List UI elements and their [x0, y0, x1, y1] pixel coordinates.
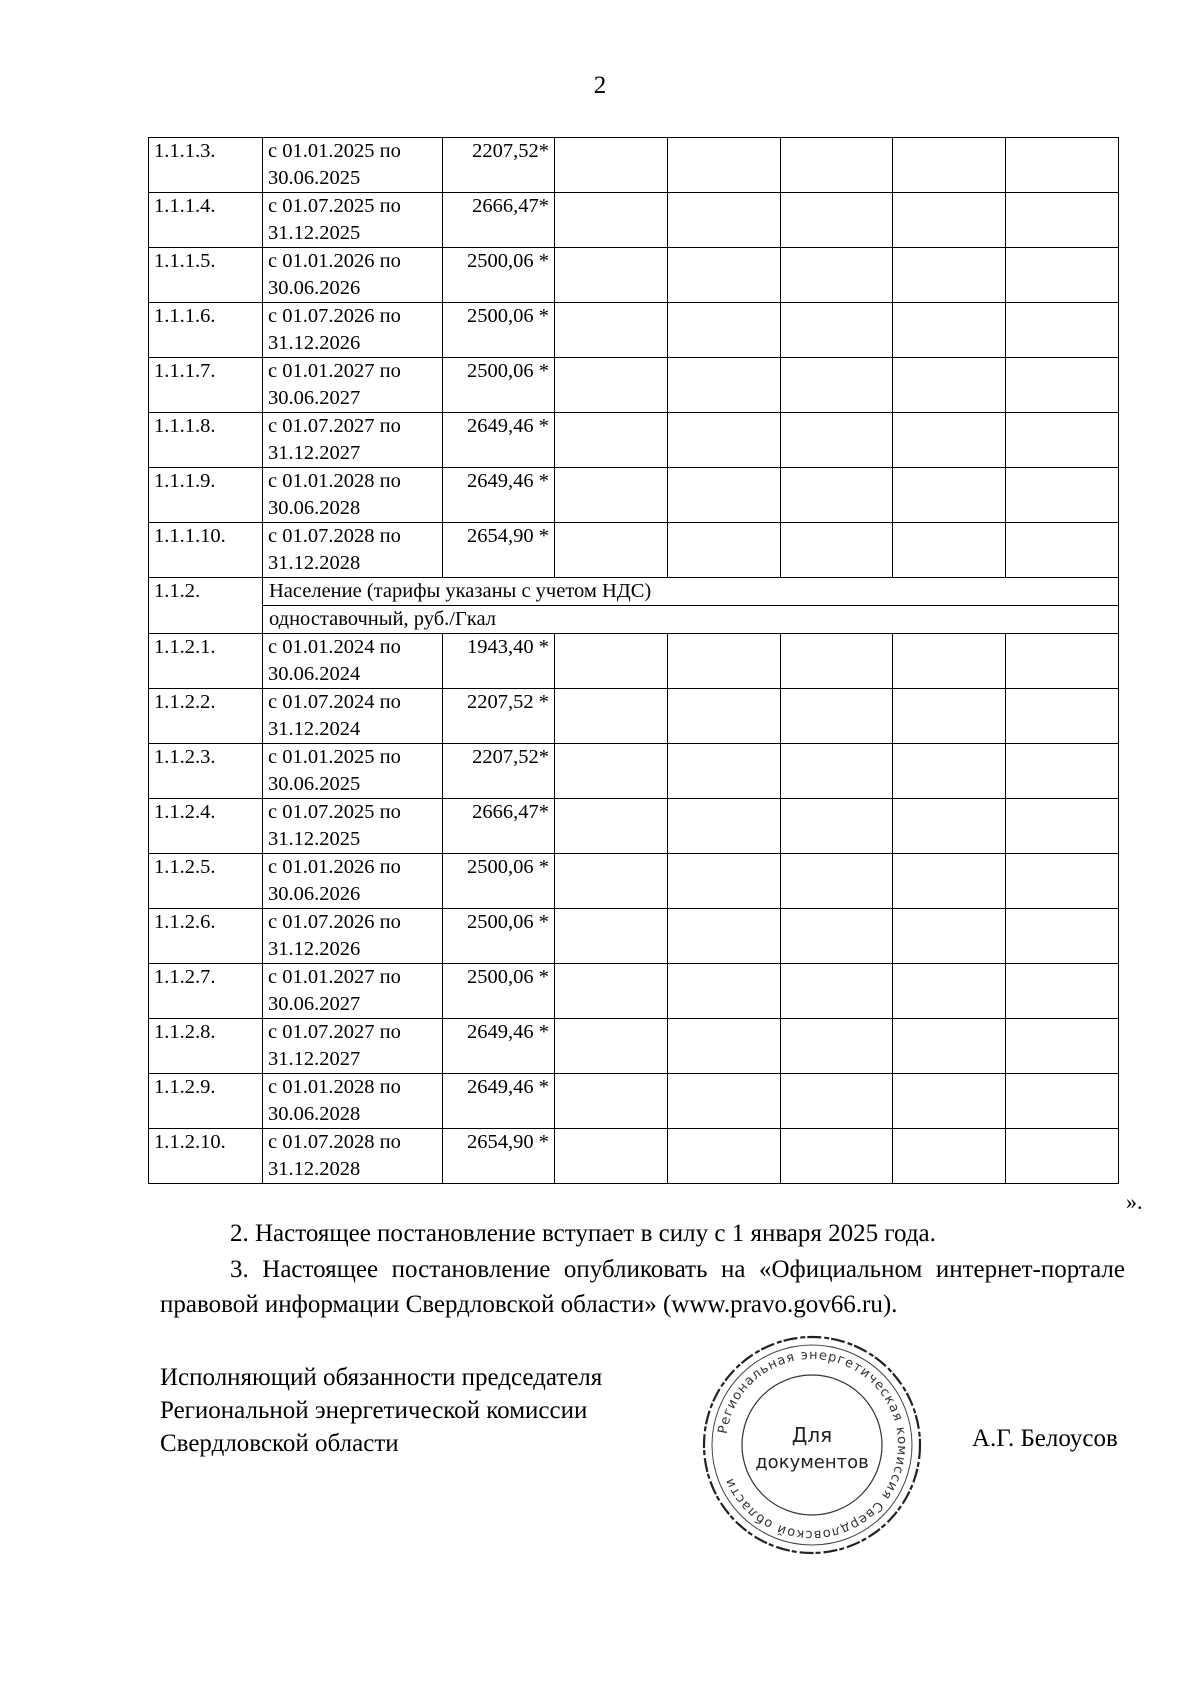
period-from: с 01.01.2027 по [268, 966, 401, 988]
row-number: 1.1.2.7. [149, 964, 263, 1019]
empty-cell [667, 358, 780, 413]
period-to: 31.12.2026 [268, 938, 361, 960]
period-from: с 01.07.2025 по [268, 801, 401, 823]
row-price: 1943,40 * [443, 634, 555, 689]
row-number: 1.1.2.1. [149, 634, 263, 689]
table-row [149, 303, 1119, 358]
period-from: с 01.07.2026 по [268, 305, 401, 327]
row-period [263, 689, 443, 744]
table-row [149, 1074, 1119, 1129]
group-subtitle-row [149, 606, 1119, 634]
empty-cell [555, 358, 668, 413]
empty-cell [667, 909, 780, 964]
empty-cell [667, 248, 780, 303]
row-price: 2500,06 * [443, 303, 555, 358]
empty-cell [893, 634, 1006, 689]
empty-cell [1006, 138, 1119, 193]
table-row [149, 138, 1119, 193]
table-row [149, 1019, 1119, 1074]
period-from: с 01.01.2025 по [268, 746, 401, 768]
row-period [263, 964, 443, 1019]
row-price: 2500,06 * [443, 248, 555, 303]
empty-cell [893, 303, 1006, 358]
signatory-line-1: Исполняющий обязанности председателя [160, 1364, 603, 1391]
stamp-center-line-2: документов [755, 1452, 869, 1473]
row-number: 1.1.1.4. [149, 193, 263, 248]
empty-cell [1006, 854, 1119, 909]
row-number: 1.1.2.3. [149, 744, 263, 799]
empty-cell [1006, 303, 1119, 358]
empty-cell [780, 854, 893, 909]
empty-cell [555, 303, 668, 358]
row-price: 2649,46 * [443, 468, 555, 523]
row-number: 1.1.1.6. [149, 303, 263, 358]
empty-cell [1006, 468, 1119, 523]
table-body-after [149, 634, 1119, 1184]
empty-cell [667, 634, 780, 689]
row-price: 2500,06 * [443, 358, 555, 413]
period-to: 30.06.2026 [268, 883, 361, 905]
table-row [149, 689, 1119, 744]
empty-cell [780, 744, 893, 799]
empty-cell [780, 1019, 893, 1074]
empty-cell [780, 193, 893, 248]
row-period [263, 799, 443, 854]
signatory-line-3: Свердловской области [160, 1430, 399, 1457]
period-to: 30.06.2025 [268, 773, 361, 795]
empty-cell [780, 1074, 893, 1129]
stamp-center-line-1: Для [791, 1423, 833, 1447]
empty-cell [780, 468, 893, 523]
period-to: 30.06.2024 [268, 663, 361, 685]
empty-cell [780, 413, 893, 468]
row-period [263, 909, 443, 964]
row-period [263, 413, 443, 468]
period-to: 30.06.2027 [268, 993, 361, 1015]
row-price: 2500,06 * [443, 854, 555, 909]
row-price: 2666,47* [443, 193, 555, 248]
period-to: 30.06.2028 [268, 497, 361, 519]
period-from: с 01.01.2026 по [268, 250, 401, 272]
table-row [149, 909, 1119, 964]
row-number: 1.1.2.8. [149, 1019, 263, 1074]
empty-cell [555, 1019, 668, 1074]
empty-cell [555, 193, 668, 248]
closing-quote: ». [1126, 1189, 1143, 1214]
empty-cell [555, 854, 668, 909]
empty-cell [893, 138, 1006, 193]
empty-cell [667, 1129, 780, 1184]
row-period [263, 248, 443, 303]
empty-cell [1006, 1129, 1119, 1184]
row-number: 1.1.1.10. [149, 523, 263, 578]
empty-cell [893, 523, 1006, 578]
row-number: 1.1.2.9. [149, 1074, 263, 1129]
empty-cell [555, 689, 668, 744]
row-price: 2654,90 * [443, 1129, 555, 1184]
empty-cell [667, 468, 780, 523]
row-price: 2649,46 * [443, 413, 555, 468]
empty-cell [1006, 358, 1119, 413]
empty-cell [780, 523, 893, 578]
empty-cell [555, 1074, 668, 1129]
row-number: 1.1.1.7. [149, 358, 263, 413]
row-period [263, 1074, 443, 1129]
row-price: 2649,46 * [443, 1019, 555, 1074]
empty-cell [555, 138, 668, 193]
table-row [149, 854, 1119, 909]
row-period [263, 634, 443, 689]
period-to: 31.12.2026 [268, 332, 361, 354]
empty-cell [1006, 1019, 1119, 1074]
row-price: 2649,46 * [443, 1074, 555, 1129]
table-row [149, 193, 1119, 248]
period-from: с 01.01.2028 по [268, 1076, 401, 1098]
row-price: 2500,06 * [443, 909, 555, 964]
period-from: с 01.07.2025 по [268, 195, 401, 217]
page-number: 2 [593, 72, 607, 99]
period-from: с 01.07.2027 по [268, 415, 401, 437]
empty-cell [555, 248, 668, 303]
row-period [263, 138, 443, 193]
table-row [149, 799, 1119, 854]
empty-cell [555, 523, 668, 578]
empty-cell [667, 799, 780, 854]
table-row [149, 523, 1119, 578]
empty-cell [555, 744, 668, 799]
period-from: с 01.07.2027 по [268, 1021, 401, 1043]
empty-cell [893, 799, 1006, 854]
period-to: 30.06.2025 [268, 167, 361, 189]
row-period [263, 358, 443, 413]
empty-cell [893, 909, 1006, 964]
empty-cell [667, 964, 780, 1019]
row-price: 2207,52* [443, 744, 555, 799]
empty-cell [780, 689, 893, 744]
signatory-title [160, 1361, 602, 1460]
table-group [149, 578, 1119, 634]
period-to: 31.12.2028 [268, 552, 361, 574]
empty-cell [555, 1129, 668, 1184]
empty-cell [1006, 523, 1119, 578]
period-to: 31.12.2027 [268, 1048, 361, 1070]
row-price: 2500,06 * [443, 964, 555, 1019]
empty-cell [780, 1129, 893, 1184]
row-period [263, 193, 443, 248]
signatory-line-2: Региональной энергетической комиссии [160, 1397, 588, 1424]
row-number: 1.1.1.5. [149, 248, 263, 303]
row-number: 1.1.2.6. [149, 909, 263, 964]
row-period [263, 1019, 443, 1074]
row-period [263, 468, 443, 523]
empty-cell [780, 358, 893, 413]
empty-cell [555, 413, 668, 468]
empty-cell [1006, 1074, 1119, 1129]
empty-cell [667, 523, 780, 578]
row-number: 1.1.2.5. [149, 854, 263, 909]
row-price: 2207,52 * [443, 689, 555, 744]
row-period [263, 854, 443, 909]
period-from: с 01.07.2028 по [268, 1131, 401, 1153]
empty-cell [1006, 909, 1119, 964]
empty-cell [667, 138, 780, 193]
empty-cell [780, 909, 893, 964]
empty-cell [893, 1129, 1006, 1184]
table-row [149, 468, 1119, 523]
row-period [263, 523, 443, 578]
table-row [149, 744, 1119, 799]
empty-cell [1006, 634, 1119, 689]
empty-cell [1006, 413, 1119, 468]
tariff-table [148, 137, 1119, 1184]
row-number: 1.1.2.2. [149, 689, 263, 744]
table-row [149, 634, 1119, 689]
empty-cell [555, 468, 668, 523]
empty-cell [893, 358, 1006, 413]
period-to: 31.12.2025 [268, 828, 361, 850]
empty-cell [1006, 193, 1119, 248]
group-number: 1.1.2. [149, 578, 263, 634]
empty-cell [893, 854, 1006, 909]
period-to: 30.06.2026 [268, 277, 361, 299]
row-number: 1.1.1.3. [149, 138, 263, 193]
row-period [263, 1129, 443, 1184]
empty-cell [667, 303, 780, 358]
empty-cell [1006, 744, 1119, 799]
table-row [149, 248, 1119, 303]
empty-cell [780, 303, 893, 358]
empty-cell [555, 909, 668, 964]
table-row [149, 358, 1119, 413]
empty-cell [893, 413, 1006, 468]
period-from: с 01.01.2028 по [268, 470, 401, 492]
period-to: 31.12.2028 [268, 1158, 361, 1180]
empty-cell [893, 1074, 1006, 1129]
empty-cell [667, 1074, 780, 1129]
table-row [149, 1129, 1119, 1184]
row-price: 2666,47* [443, 799, 555, 854]
empty-cell [555, 634, 668, 689]
empty-cell [893, 689, 1006, 744]
empty-cell [1006, 248, 1119, 303]
empty-cell [893, 468, 1006, 523]
signatory-name: А.Г. Белоусов [972, 1425, 1118, 1452]
official-seal-stamp [697, 1330, 927, 1560]
table-row [149, 413, 1119, 468]
empty-cell [893, 248, 1006, 303]
period-from: с 01.01.2027 по [268, 360, 401, 382]
row-price: 2654,90 * [443, 523, 555, 578]
paragraph-2: 2. Настоящее постановление вступает в силу с 1 января 2025 года. [230, 1220, 936, 1247]
empty-cell [555, 799, 668, 854]
paragraph-3: 3. Настоящее постановление опубликовать на «Официальном интернет-портале правовой информации Свердловской области» (www.pravo.gov66.ru). [160, 1256, 1125, 1318]
empty-cell [667, 744, 780, 799]
period-from: с 01.01.2024 по [268, 636, 401, 658]
table-body-before [149, 138, 1119, 578]
empty-cell [780, 634, 893, 689]
row-number: 1.1.2.10. [149, 1129, 263, 1184]
empty-cell [667, 193, 780, 248]
empty-cell [667, 689, 780, 744]
empty-cell [893, 1019, 1006, 1074]
period-from: с 01.07.2028 по [268, 525, 401, 547]
row-number: 1.1.1.9. [149, 468, 263, 523]
table-row [149, 964, 1119, 1019]
period-from: с 01.01.2025 по [268, 140, 401, 162]
row-period [263, 744, 443, 799]
empty-cell [667, 1019, 780, 1074]
empty-cell [1006, 964, 1119, 1019]
period-to: 30.06.2028 [268, 1103, 361, 1125]
empty-cell [893, 744, 1006, 799]
period-from: с 01.07.2026 по [268, 911, 401, 933]
row-period [263, 303, 443, 358]
period-to: 31.12.2024 [268, 718, 361, 740]
group-title: Население (тарифы указаны с учетом НДС) [263, 578, 1119, 606]
period-to: 31.12.2027 [268, 442, 361, 464]
empty-cell [667, 854, 780, 909]
period-from: с 01.07.2024 по [268, 691, 401, 713]
group-subtitle: одноставочный, руб./Гкал [263, 606, 1119, 634]
empty-cell [780, 964, 893, 1019]
empty-cell [1006, 689, 1119, 744]
period-from: с 01.01.2026 по [268, 856, 401, 878]
stamp-ring-text: Региональная энергетическая комиссия Свердловской области [715, 1347, 910, 1543]
period-to: 31.12.2025 [268, 222, 361, 244]
group-title-row [149, 578, 1119, 606]
empty-cell [667, 413, 780, 468]
empty-cell [893, 193, 1006, 248]
row-price: 2207,52* [443, 138, 555, 193]
empty-cell [780, 248, 893, 303]
period-to: 30.06.2027 [268, 387, 361, 409]
empty-cell [555, 964, 668, 1019]
row-number: 1.1.1.8. [149, 413, 263, 468]
empty-cell [780, 138, 893, 193]
empty-cell [780, 799, 893, 854]
empty-cell [893, 964, 1006, 1019]
row-number: 1.1.2.4. [149, 799, 263, 854]
empty-cell [1006, 799, 1119, 854]
